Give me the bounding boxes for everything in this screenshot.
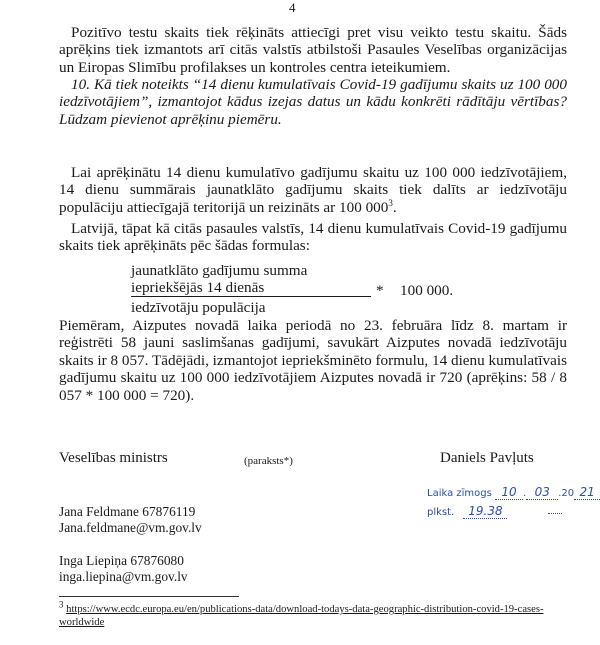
timestamp-date-label: Laika zīmogs <box>427 488 492 499</box>
contact-liepina <box>59 553 188 584</box>
footnote <box>59 599 559 629</box>
paragraph-calculation: Lai aprēķinātu 14 dienu kumulatīvo gadījumu skaitu uz 100 000 iedzīvotājiem, 14 dienu summārais jaunatklāto gadījumu skaits tiek dalīts ar iedzīvotāju populāciju attiecīgajā teritorijā un reizināts ar 100 $000^3$. <box>59 164 567 216</box>
formula-multiplier: 100 000. <box>400 282 454 299</box>
contact-email: inga.liepina@vm.gov.lv <box>59 568 188 584</box>
paragraph-formula-intro-text: Latvijā, tāpat kā citās pasaules valstīs, 14 dienu kumulatīvais Covid-19 gadījumu skaits tiek aprēķināts pēc šādas formulas: <box>59 220 567 255</box>
contact-feldmane <box>59 504 202 535</box>
footnote-link[interactable]: https://www.ecdc.europa.eu/en/publications-data/download-todays-data-geographic-distribution-covid-19-cases-worldwide <box>59 604 544 628</box>
signature-note: (paraksts*) <box>244 455 293 467</box>
contact-email: Jana.feldmane@vm.gov.lv <box>59 519 202 535</box>
signature-name: Daniels Pavļuts <box>440 450 534 466</box>
paragraph-positive-tests-text: Pozitīvo testu skaits tiek rēķināts attiecīgi pret visu veikto testu skaitu. Šāds aprēķins tiek izmantots arī citās valstīs atbilstoši Pasaules Veselības organizācijas un Eiropas Slimību profilakses un kontroles centra ieteikumiem. <box>59 24 567 76</box>
timestamp-day: 10 <box>495 485 523 500</box>
question-10 <box>59 76 567 128</box>
timestamp-year-prefix: 20 <box>561 488 575 499</box>
paragraph-calculation-text: Lai aprēķinātu 14 dienu kumulatīvo gadījumu skaitu uz 100 000 iedzīvotājiem, 14 dienu summārais jaunatklāto gadījumu skaits tiek dalīts ar iedzīvotāju populāciju attiecīgajā teritorijā un reizināts ar 100 000 <box>59 164 567 216</box>
formula-denominator: iedzīvotāju populācija <box>131 299 266 316</box>
timestamp-time <box>427 504 507 519</box>
page-number: 4 <box>289 0 296 15</box>
timestamp-time-label: plkst. <box>427 507 455 518</box>
paragraph-positive-tests <box>59 24 567 76</box>
timestamp-month: 03 <box>526 485 558 500</box>
paragraph-example: Piemēram, Aizputes novadā laika periodā no 23. februāra līdz 8. martam ir reģistrēti 58 jauni saslimšanas gadījumi, savukārt Aizputes novadā iedzīvotāju skaits ir 8 057. Tādējādi, izmantojot iepriekšminēto formulu, 14 dienu kumulatīvais gadījumu skaitu uz 100 000 iedzīvotājiem Aizputes novadā ir 720 (aprēķins: 58 / 8 057 * 100 000 = 720). <box>59 317 567 404</box>
footnote-separator <box>59 596 239 597</box>
timestamp-time-value: 19.38 <box>463 504 507 519</box>
paragraph-formula-intro <box>59 220 567 255</box>
footnote-reference: 3 <box>388 197 393 208</box>
stamp-dotted-line <box>548 513 562 514</box>
formula-operator: * <box>376 282 384 299</box>
question-10-text: 10. Kā tiek noteikts “14 dienu kumulatīvais Covid-19 gadījumu skaits uz 100 000 iedzīvotājiem”, izmantojot kādus izejas datus un kādu konkrēti rādītāju vērtības? Lūdzam pievienot aprēķinu piemēru. <box>59 76 567 128</box>
formula-numerator-line1: jaunatklāto gadījumu summa <box>131 262 308 279</box>
contact-name-phone: Inga Liepiņa 67876080 <box>59 553 184 568</box>
timestamp-year-suffix: 21 <box>574 485 600 500</box>
formula-numerator-line2: iepriekšējās 14 dienās <box>131 280 371 297</box>
contact-name-phone: Jana Feldmane 67876119 <box>59 504 196 519</box>
footnote-number: 3 <box>59 599 64 610</box>
signature-title: Veselības ministrs <box>59 450 168 466</box>
timestamp-date: Laika zīmogs 10 . 03 .20 21 <box>427 485 600 500</box>
